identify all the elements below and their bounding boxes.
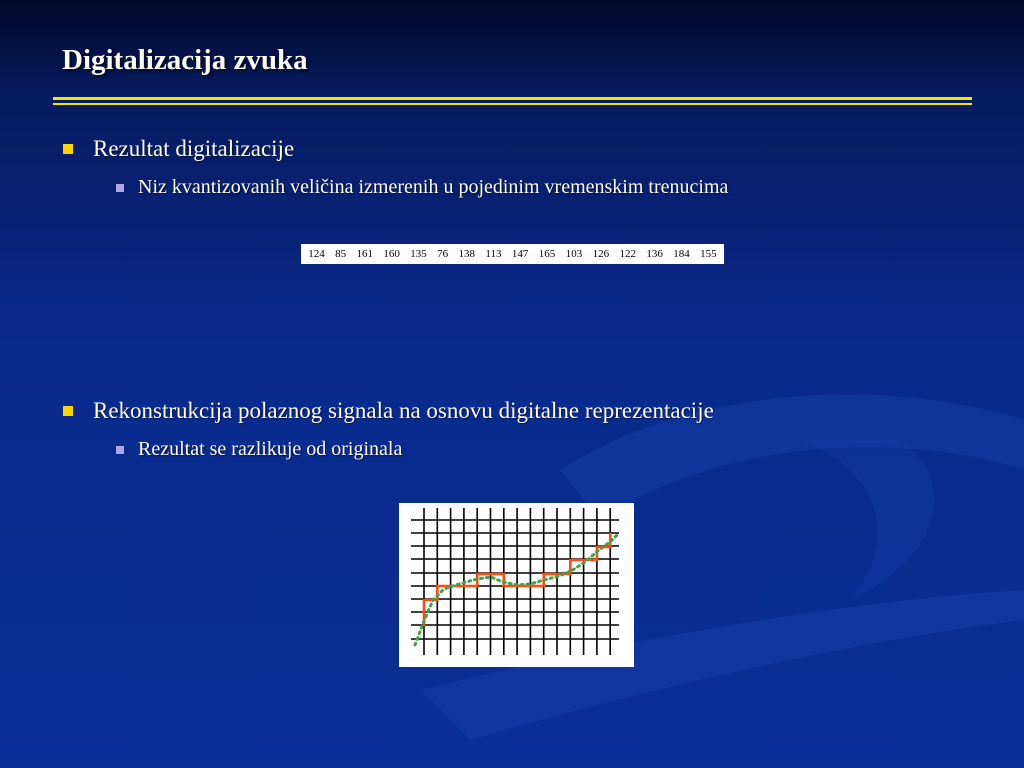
slide-title: Digitalizacija zvuka (62, 44, 308, 76)
title-underline-top (53, 97, 972, 100)
sample-value: 113 (485, 248, 502, 260)
title-underline-bottom (53, 103, 972, 105)
sample-value: 138 (458, 248, 476, 260)
sub-bullet-text: Niz kvantizovanih veličina izmerenih u pojedinim vremenskim trenucima (138, 176, 729, 198)
sample-value: 155 (700, 248, 717, 260)
sub-bullet-text: Rezultat se razlikuje od originala (138, 438, 403, 460)
sample-value: 136 (646, 248, 663, 260)
bullet-digitization-result (63, 136, 294, 162)
sample-value: 122 (619, 248, 636, 260)
sub-bullet-square-icon (116, 184, 124, 192)
bullet-text: Rezultat digitalizacije (93, 136, 295, 161)
grid-lines (411, 508, 619, 655)
sample-value: 124 (308, 248, 325, 260)
sample-value: 165 (538, 248, 556, 260)
bullet-text: Rekonstrukcija polaznog signala na osnovu digitalne reprezentacije (93, 398, 714, 423)
bullet-square-icon (63, 144, 73, 154)
sample-value: 126 (592, 248, 610, 260)
sample-value: 147 (511, 248, 529, 260)
sample-value: 85 (335, 248, 347, 260)
reconstruction-figure (399, 503, 634, 667)
sample-value: 184 (673, 248, 690, 260)
sample-value: 160 (383, 248, 400, 260)
sample-value: 76 (437, 248, 449, 260)
bullet-square-icon (63, 406, 73, 416)
sub-bullet-quantized-values (116, 176, 728, 199)
sample-value: 103 (565, 248, 583, 260)
sub-bullet-result-differs (116, 438, 402, 461)
bullet-signal-reconstruction (63, 398, 714, 424)
sample-values-strip (301, 244, 724, 264)
reconstruction-graph (399, 503, 634, 667)
sub-bullet-square-icon (116, 446, 124, 454)
sample-value: 135 (410, 248, 427, 260)
sample-value: 161 (356, 248, 373, 260)
